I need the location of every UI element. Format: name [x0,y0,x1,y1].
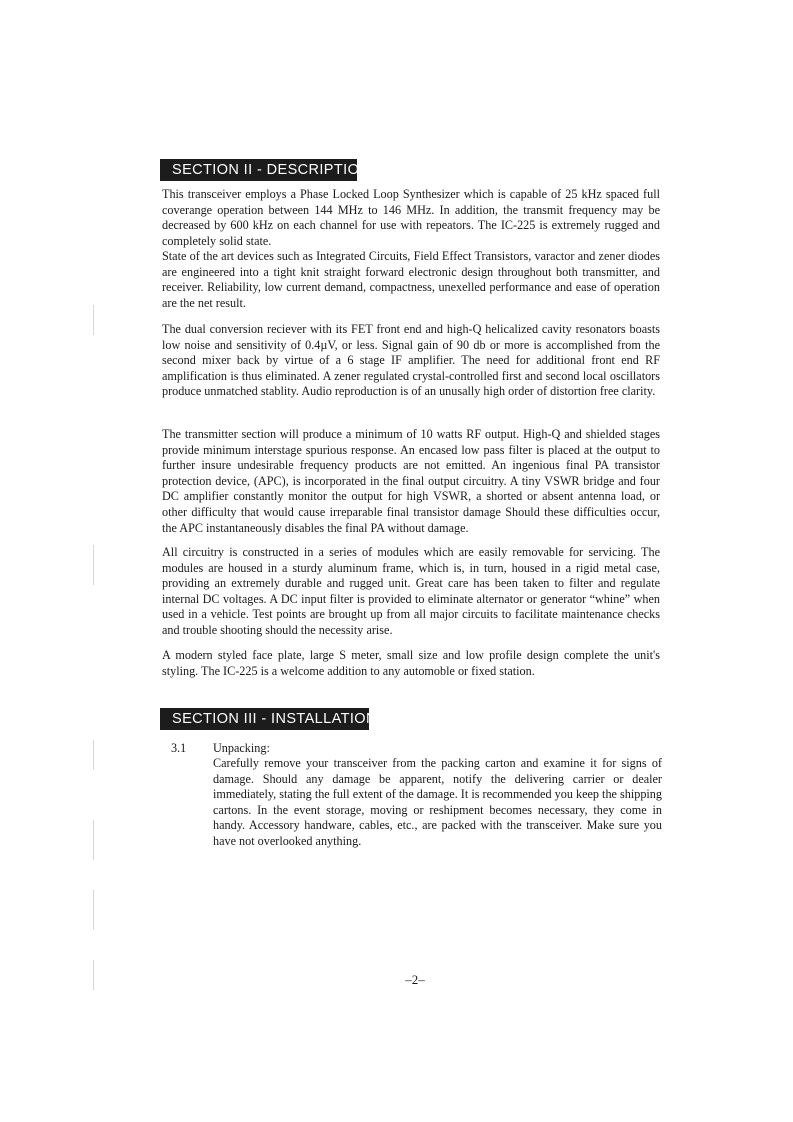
scan-artifact [93,545,94,585]
description-paragraph-6: A modern styled face plate, large S meter, small size and low profile design complete the unit's styling. The IC-225 is a welcome addition to any automoble or fixed station. [162,648,660,678]
item-title: Unpacking: [213,741,270,755]
description-paragraph-2: State of the art devices such as Integrated Circuits, Field Effect Transistors, varactor and zener diodes are engineered into a tight knit straight forward electronic design throughout both transmitter, and receiver. Reliability, low current demand, compactness, unexelled performance and ease of operation are the net result. [162,249,660,310]
description-paragraph-4: The transmitter section will produce a minimum of 10 watts RF output. High-Q and shielded stages provide minimum interstage spurious response. An encased low pass filter is placed at the output to further insure undesirable frequency products are not emitted. An ingenious final PA transistor protection device, (APC), is incorporated in the final output circuitry. A tiny VSWR bridge and four DC amplifier constantly monitor the output for high VSWR, a shorted or absent antenna load, or other difficulty that would cause irreparable final transistor damage Should these difficulties occur, the APC instantaneously disables the final PA without damage. [162,427,660,535]
page-number: –2– [405,972,425,987]
scan-artifact [93,890,94,930]
scan-artifact [93,820,94,860]
section-iii-heading: SECTION III - INSTALLATION [160,708,369,730]
item-number: 3.1 [171,741,187,755]
scan-artifact [93,960,94,990]
item-body: Carefully remove your transceiver from the packing carton and examine it for signs of damage. Should any damage be apparent, notify the delivering carrier or dealer immediately, stating the full extent of the damage. It is recommended you keep the shipping cartons. In the event storage, moving or reshipment becomes necessary, they come in handy. Accessory handware, cables, etc., are packed with the transceiver. Make sure you have not overlooked anything. [213,756,662,848]
scan-artifact [93,740,94,770]
description-paragraph-5: All circuitry is constructed in a series of modules which are easily removable for servicing. The modules are housed in a sturdy aluminum frame, which is, in turn, housed in a rigid metal case, providing an extremely durable and rugged unit. Great care has been taken to filter and regulate internal DC voltages. A DC input filter is provided to eliminate alternator or generator “whine” when used in a vehicle. Test points are brought up from all major circuits to facilitate maintenance checks and trouble shooting should the necessity arise. [162,545,660,637]
description-paragraph-3: The dual conversion reciever with its FET front end and high-Q helicalized cavity resonators boasts low noise and sensitivity of 0.4µV, or less. Signal gain of 90 db or more is accomplished from the second mixer back by virtue of a 6 stage IF amplifier. The need for additional front end RF amplification is thus eliminated. A zener regulated crystal-controlled first and second local oscillators produce unmatched stablity. Audio reproduction is of an unusally high order of distortion free clarity. [162,322,660,399]
scan-artifact [93,305,94,335]
description-paragraph-1: This transceiver employs a Phase Locked Loop Synthesizer which is capable of 25 kHz spaced full coverange operation between 144 MHz to 146 MHz. In addition, the transmit frequency may be decreased by 600 kHz on each channel for use with repeators. The IC-225 is extremely rugged and completely solid state. [162,187,660,248]
section-ii-heading: SECTION II - DESCRIPTION [160,159,357,181]
